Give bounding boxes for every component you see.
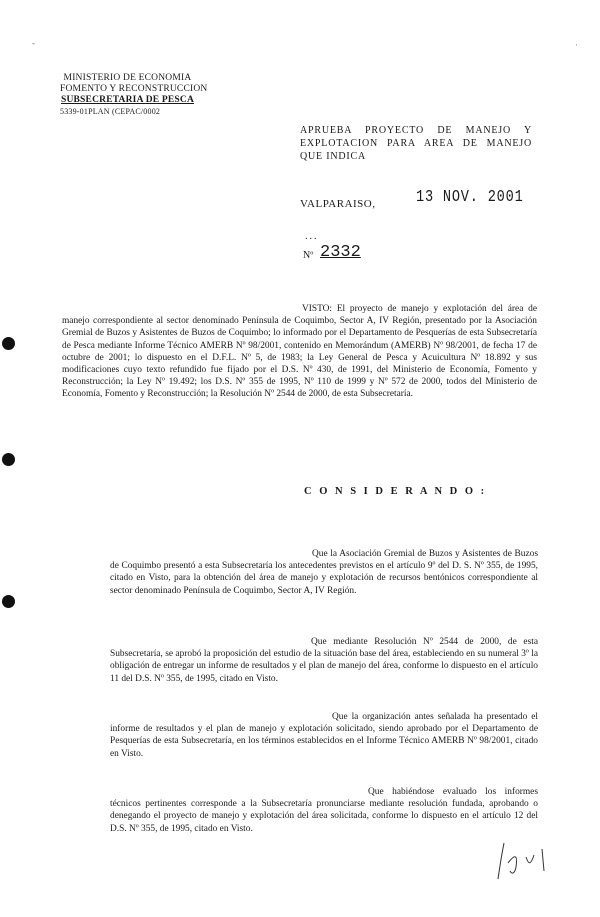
considerando-2-text: Que mediante Resolución Nº 2544 de 2000, de esta Subsecretaría, se aprobó la proposición del estudio de la situación base del área, estableciendo en su numeral 3º la obligación de entregar un informe de resultados y el plan de manejo del área, conforme lo dispuesto en el artículo 11 del D.S. Nº 355, de 1995, citado en Visto. <box>110 637 538 684</box>
date-stamp: 13 NOV. 2001 <box>416 188 524 207</box>
letterhead-subsecretaria: SUBSECRETARIA DE PESCA <box>60 95 195 105</box>
considerando-4-text: Que habiéndose evaluado los informes técnicos pertinentes corresponde a la Subsecretaría pronunciarse mediante resolución fundada, aprobando o denegando el proyecto de manejo y explotación del área solicitada, conforme lo dispuesto en el artículo 12 del D.S. Nº 355, de 1995, citado en Visto. <box>110 787 538 834</box>
punch-hole-mark <box>2 595 15 608</box>
letterhead <box>60 73 208 117</box>
punch-hole-mark <box>2 337 15 350</box>
considerando-2 <box>110 636 538 685</box>
considerando-3 <box>110 711 538 760</box>
visto-text: VISTO: El proyecto de manejo y explotación del área de manejo correspondiente al sector denominado Península de Coquimbo, Sector A, IV Región, presentado por la Asociación Gremial de Buzos y Asistentes de Buzos de Coquimbo; lo informado por el Departamento de Pesquerías de esta Subsecretaría de Pesca mediante Informe Técnico AMERB Nº 98/2001, contenido en Memorándum (AMERB) Nº 98/2001, de fecha 17 de octubre de 2001; lo dispuesto en el D.F.L. Nº 5, de 1983; la Ley General de Pesca y Acuicultura Nº 18.892 y sus modificaciones cuyo texto refundido fue fijado por el D.S. Nº 430, de 1991, del Ministerio de Economía, Fomento y Reconstrucción; la Ley Nº 19.492; los D.S. Nº 355 de 1995, Nº 110 de 1999 y Nº 572 de 2000, todos del Ministerio de Economía, Fomento y Reconstrucción; la Resolución Nº 2544 de 2000, de esta Subsecretaría. <box>62 304 537 400</box>
considerando-1-text: Que la Asociación Gremial de Buzos y Asistentes de Buzos de Coquimbo presentó a esta Subsecretaría los antecedentes previstos en el artículo 9º del D. S. Nº 355, de 1995, citado en Visto, para la obtención del área de manejo y explotación de recursos bentónicos correspondiente al sector denominado Península de Coquimbo, Sector A, IV Región. <box>110 549 538 596</box>
number-dots: ... <box>305 231 319 242</box>
punch-hole-mark <box>2 453 15 466</box>
letterhead-ministry-cont: FOMENTO Y RECONSTRUCCION <box>60 84 208 94</box>
number-label: Nº <box>303 250 314 261</box>
considerando-1 <box>110 548 538 597</box>
resolution-number: 2332 <box>320 243 361 262</box>
place-label: VALPARAISO, <box>300 198 376 210</box>
visto-paragraph <box>62 303 537 401</box>
considerando-4 <box>110 786 538 835</box>
letterhead-reference: 5339-01PLAN (CEPAC/0002 <box>60 107 161 116</box>
scan-mark: - <box>32 38 35 48</box>
letterhead-ministry: MINISTERIO DE ECONOMIA <box>63 73 192 83</box>
considerando-heading: C O N S I D E R A N D O : <box>304 486 487 497</box>
resolution-subject: APRUEBA PROYECTO DE MANEJO Y EXPLOTACION PARA AREA DE MANEJO QUE INDICA <box>300 125 532 162</box>
handwritten-initials <box>492 835 562 885</box>
considerando-3-text: Que la organización antes señalada ha presentado el informe de resultados y el plan de manejo y explotación solicitado, siendo aprobado por el Departamento de Pesquerías de esta Subsecretaría, en los términos establecidos en el Informe Técnico AMERB Nº 98/2001, citado en Visto. <box>110 712 538 759</box>
scan-mark: · <box>575 40 578 50</box>
